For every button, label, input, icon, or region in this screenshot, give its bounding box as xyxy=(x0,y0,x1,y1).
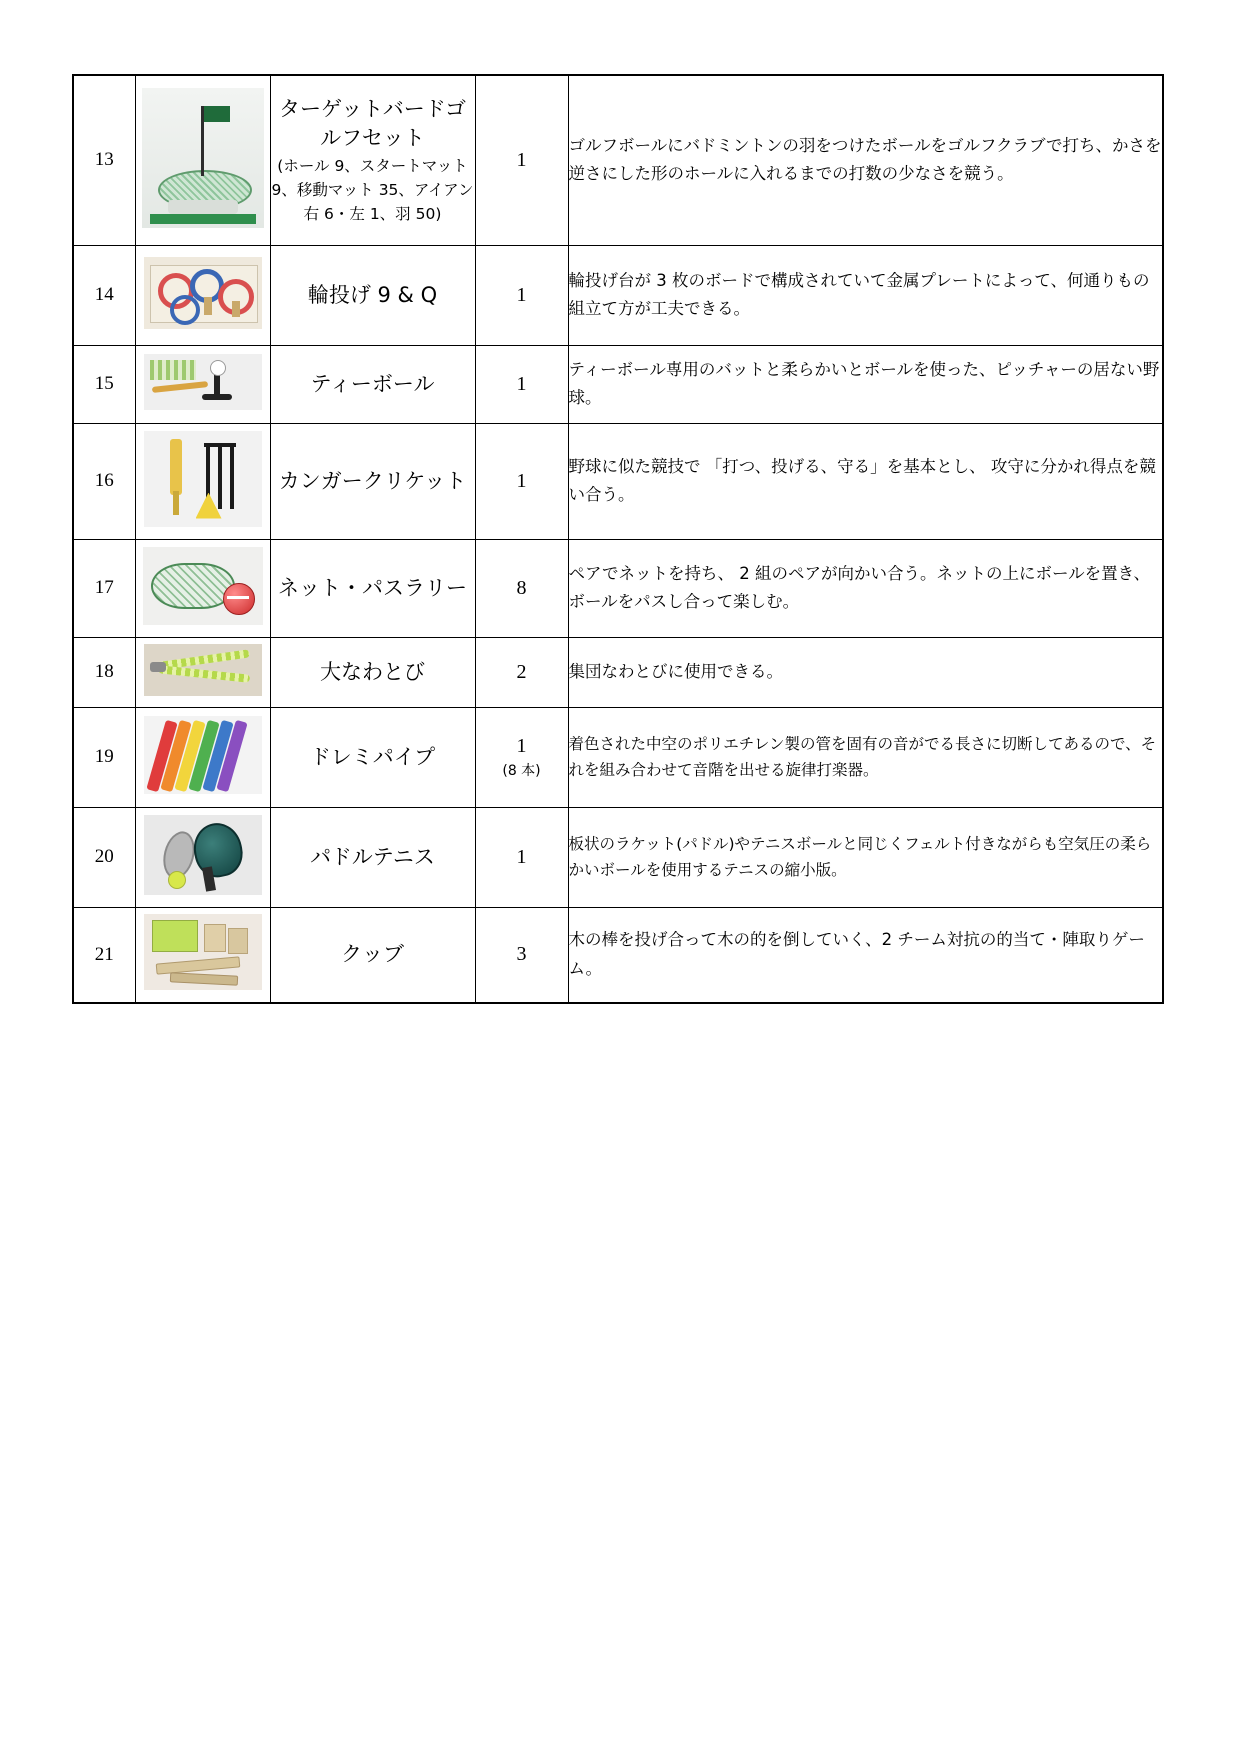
row-number: 16 xyxy=(73,423,135,539)
kubb-photo xyxy=(144,914,262,990)
table-row xyxy=(73,75,1163,245)
row-description: ペアでネットを持ち、 2 組のペアが向かい合う。ネットの上にボールを置き、ボールをパスし合って楽しむ。 xyxy=(568,539,1163,637)
row-description: 輪投げ台が 3 枚のボードで構成されていて金属プレートによって、何通りもの組立て方が工夫できる。 xyxy=(568,245,1163,345)
row-number: 19 xyxy=(73,707,135,807)
row-qty-cell xyxy=(475,539,568,637)
table-row xyxy=(73,907,1163,1003)
row-name-cell xyxy=(270,423,475,539)
row-name-cell xyxy=(270,75,475,245)
row-name-cell xyxy=(270,807,475,907)
row-description: ティーボール専用のバットと柔らかいとボールを使った、ピッチャーの居ない野球。 xyxy=(568,345,1163,423)
table-row xyxy=(73,637,1163,707)
equipment-name: 大なわとび xyxy=(320,659,425,684)
row-name-cell xyxy=(270,345,475,423)
ring-toss-photo xyxy=(144,257,262,329)
target-bird-golf-set-photo xyxy=(142,88,264,228)
row-qty-cell xyxy=(475,245,568,345)
row-qty-cell xyxy=(475,345,568,423)
row-number: 21 xyxy=(73,907,135,1003)
table-row xyxy=(73,807,1163,907)
row-qty-cell xyxy=(475,807,568,907)
row-name-cell xyxy=(270,539,475,637)
row-name-cell xyxy=(270,907,475,1003)
row-description: 木の棒を投げ合って木の的を倒していく、2 チーム対抗の的当て・陣取りゲーム。 xyxy=(568,907,1163,1003)
row-description: 板状のラケット(パドル)やテニスボールと同じくフェルト付きながらも空気圧の柔らかいボールを使用するテニスの縮小版。 xyxy=(568,807,1163,907)
quantity: 1 xyxy=(516,845,527,868)
row-photo-cell xyxy=(135,539,270,637)
row-number: 20 xyxy=(73,807,135,907)
long-jump-rope-photo xyxy=(144,644,262,696)
equipment-name: 輪投げ 9 & Q xyxy=(307,282,438,307)
quantity: 1 xyxy=(516,148,527,171)
row-description: 集団なわとびに使用できる。 xyxy=(568,637,1163,707)
row-photo-cell xyxy=(135,807,270,907)
table-row xyxy=(73,423,1163,539)
row-name-cell xyxy=(270,707,475,807)
row-number: 18 xyxy=(73,637,135,707)
table-row xyxy=(73,707,1163,807)
row-photo-cell xyxy=(135,245,270,345)
quantity: 3 xyxy=(516,943,527,966)
quantity: 8 xyxy=(516,576,527,599)
net-pass-rally-photo xyxy=(143,547,263,625)
row-qty-cell xyxy=(475,707,568,807)
row-photo-cell xyxy=(135,637,270,707)
equipment-name: ネット・パスラリー xyxy=(278,575,467,600)
row-description: 着色された中空のポリエチレン製の管を固有の音がでる長さに切断してあるので、それを組み合わせて音階を出せる旋律打楽器。 xyxy=(568,707,1163,807)
boomwhacker-pipes-photo xyxy=(144,716,262,794)
row-photo-cell xyxy=(135,75,270,245)
equipment-name-detail: (ホール 9、スタートマット 9、移動マット 35、アイアン右 6・左 1、羽 50) xyxy=(271,156,474,223)
row-number: 17 xyxy=(73,539,135,637)
equipment-name: ドレミパイプ xyxy=(309,744,436,769)
tee-ball-photo xyxy=(144,354,262,410)
quantity: 1 xyxy=(516,734,527,757)
row-name-cell xyxy=(270,637,475,707)
row-photo-cell xyxy=(135,907,270,1003)
equipment-name: クッブ xyxy=(341,942,404,967)
row-photo-cell xyxy=(135,707,270,807)
quantity: 1 xyxy=(516,469,527,492)
row-qty-cell xyxy=(475,637,568,707)
row-description: 野球に似た競技で 「打つ、投げる、守る」を基本とし、 攻守に分かれ得点を競い合う。 xyxy=(568,423,1163,539)
row-photo-cell xyxy=(135,345,270,423)
row-number: 15 xyxy=(73,345,135,423)
row-description: ゴルフボールにバドミントンの羽をつけたボールをゴルフクラブで打ち、かさを逆さにした形のホールに入れるまでの打数の少なさを競う。 xyxy=(568,75,1163,245)
table-row xyxy=(73,345,1163,423)
row-qty-cell xyxy=(475,423,568,539)
equipment-name: ティーボール xyxy=(310,371,435,396)
quantity: 1 xyxy=(516,372,527,395)
row-number: 14 xyxy=(73,245,135,345)
row-qty-cell xyxy=(475,75,568,245)
row-name-cell xyxy=(270,245,475,345)
quantity-detail: (8 本) xyxy=(502,762,541,779)
quantity: 2 xyxy=(516,660,527,683)
paddle-tennis-photo xyxy=(144,815,262,895)
equipment-name: カンガークリケット xyxy=(278,468,467,493)
table-row xyxy=(73,539,1163,637)
equipment-name: パドルテニス xyxy=(310,844,435,869)
equipment-name: ターゲットバードゴルフセット xyxy=(279,96,466,150)
kangaroo-cricket-photo xyxy=(144,431,262,527)
row-photo-cell xyxy=(135,423,270,539)
table-row xyxy=(73,245,1163,345)
quantity: 1 xyxy=(516,283,527,306)
equipment-table xyxy=(72,74,1164,1004)
row-qty-cell xyxy=(475,907,568,1003)
row-number: 13 xyxy=(73,75,135,245)
